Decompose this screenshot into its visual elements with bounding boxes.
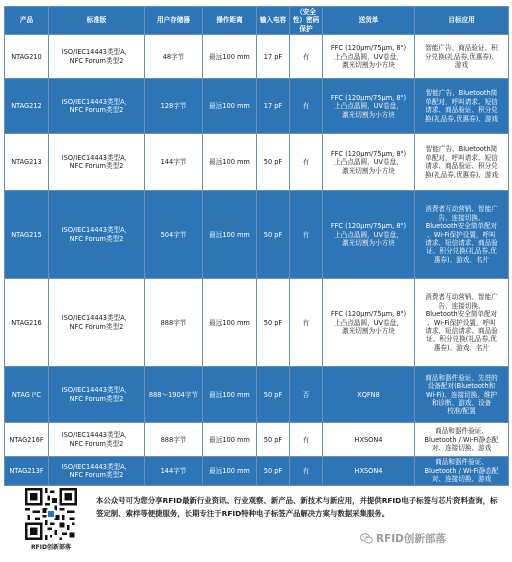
cell-input-capacitance: 50 pF — [257, 279, 290, 367]
cell-standard: ISO/IEC14443类型A， NFC Forum类型2 — [49, 35, 145, 79]
cell-password-protection: 有 — [290, 35, 323, 79]
cell-password-protection: 否 — [290, 367, 323, 423]
cell-input-capacitance: 50 pF — [257, 134, 290, 191]
table-row — [5, 191, 509, 279]
cell-password-protection: 有 — [290, 134, 323, 191]
watermark-text: RFID创新部落 — [376, 533, 446, 545]
header-operating-distance: 操作距离 — [203, 7, 257, 35]
cell-input-capacitance: 17 pF — [257, 79, 290, 134]
cell-user-memory: 888字节 — [145, 423, 203, 457]
cell-delivery: FFC (120μm/75μm, 8") 上凸点晶圆，UV卷盘， 激光切割为小方块 — [323, 79, 415, 134]
header-target-application: 目标应用 — [415, 7, 509, 35]
cell-target-application: 智能广告、Bluetooth简 单配对，呼叫请求、短信 请求、商品验证、积分兑 换(礼品券,优惠券)、游戏 — [415, 79, 509, 134]
cell-product: NTAG212 — [5, 79, 49, 134]
cell-standard: ISO/IEC14443类型A， NFC Forum类型2 — [49, 134, 145, 191]
ntag-spec-table — [4, 6, 509, 486]
cell-target-application: 商品和器件验证、 Bluetooth / Wi-Fi静态配 对、连接切换、游戏 — [415, 457, 509, 485]
cell-operating-distance: 最远100 mm — [203, 457, 257, 485]
cell-delivery: HXSON4 — [323, 457, 415, 485]
table-row — [5, 457, 509, 485]
cell-operating-distance: 最远100 mm — [203, 35, 257, 79]
cell-password-protection: 有 — [290, 457, 323, 485]
cell-input-capacitance: 50 pF — [257, 191, 290, 279]
cell-delivery: HXSON4 — [323, 423, 415, 457]
table-body — [5, 35, 509, 485]
cell-standard: ISO/IEC14443类型A， NFC Forum类型2 — [49, 191, 145, 279]
cell-input-capacitance: 50 pF — [257, 423, 290, 457]
cell-password-protection: 有 — [290, 191, 323, 279]
cell-standard: ISO/IEC14443类型A， NFC Forum类型2 — [49, 457, 145, 485]
cell-product: NTAG213 — [5, 134, 49, 191]
account-description: 本公众号可为您分享RFID最新行业资讯、行业观察、新产品、新技术与新应用，并提供RFID电子标签与芯片资料查询，标签定制、索样等便捷服务，长期专注于RFID特种电子标签产品解决方案与数据采集服务。 — [96, 496, 498, 518]
cell-user-memory: 128字节 — [145, 79, 203, 134]
cell-standard: ISO/IEC14443类型A， NFC Forum类型2 — [49, 279, 145, 367]
cell-user-memory: 504字节 — [145, 191, 203, 279]
cell-delivery: FFC (120μm/75μm, 8") 上凸点晶圆，UV卷盘， 激光切割为小方块 — [323, 191, 415, 279]
header-standard: 标准版 — [49, 7, 145, 35]
table-row — [5, 134, 509, 191]
watermark — [360, 531, 446, 546]
cell-user-memory: 144字节 — [145, 134, 203, 191]
cell-operating-distance: 最远100 mm — [203, 191, 257, 279]
cell-target-application: 消费者互动营销、智能广 告、连接切换、 Bluetooth安全简单配对 、Wi-Fi保护设置，呼叫 请求、短信请求、商品验 证、积分兑换(礼品券,优 惠券)、游戏、名片 — [415, 191, 509, 279]
cell-standard: ISO/IEC14443类型A， NFC Forum类型2 — [49, 367, 145, 423]
cell-delivery: FFC (120μm/75μm, 8") 上凸点晶圆，UV卷盘， 激光切割为小方块 — [323, 279, 415, 367]
cell-operating-distance: 最远100 mm — [203, 423, 257, 457]
header-user-memory: 用户存储器 — [145, 7, 203, 35]
qr-code-icon — [25, 488, 77, 540]
cell-password-protection: 有 — [290, 279, 323, 367]
table-header-row — [5, 7, 509, 35]
cell-user-memory: 144字节 — [145, 457, 203, 485]
cell-password-protection: 有 — [290, 79, 323, 134]
cell-input-capacitance: 17 pF — [257, 35, 290, 79]
header-input-capacitance: 输入电容 — [257, 7, 290, 35]
header-delivery: 送货单 — [323, 7, 415, 35]
table-row — [5, 79, 509, 134]
cell-operating-distance: 最远100 mm — [203, 367, 257, 423]
table-row — [5, 367, 509, 423]
cell-target-application: 商品和器件验证、 Bluetooth / Wi-Fi静态配 对、连接切换、游戏 — [415, 423, 509, 457]
cell-input-capacitance: 50 pF — [257, 367, 290, 423]
cell-product: NTAG216F — [5, 423, 49, 457]
cell-user-memory: 888字节 — [145, 279, 203, 367]
cell-product: NTAG210 — [5, 35, 49, 79]
cell-target-application: 商品和器件验证、先进的 设备配对(Bluetooth和 Wi-Fi)、连接切换、维护 和诊断、游戏、设备 校准/配置 — [415, 367, 509, 423]
cell-standard: ISO/IEC14443类型A， NFC Forum类型2 — [49, 423, 145, 457]
header-password-protection: （安全性）密码保护 — [290, 7, 323, 35]
cell-delivery: FFC (120μm/75μm, 8") 上凸点晶圆，UV卷盘， 激光切割为小方块 — [323, 134, 415, 191]
cell-password-protection: 有 — [290, 423, 323, 457]
cell-standard: ISO/IEC14443类型A， NFC Forum类型2 — [49, 79, 145, 134]
qr-label: RFID创新部落 — [31, 544, 71, 551]
cell-operating-distance: 最远100 mm — [203, 279, 257, 367]
cell-operating-distance: 最远100 mm — [203, 79, 257, 134]
table-row — [5, 35, 509, 79]
cell-target-application: 智能广告、Bluetooth简 单配对，呼叫请求、短信 请求、商品验证、积分兑 换(礼品券,优惠券)、游戏 — [415, 134, 509, 191]
wechat-icon — [360, 533, 373, 544]
header-product: 产品 — [5, 7, 49, 35]
cell-user-memory: 48字节 — [145, 35, 203, 79]
cell-delivery: XQFN8 — [323, 367, 415, 423]
cell-target-application: 消费者互动营销、智能广 告、连接切换、 Bluetooth安全简单配对 、Wi-Fi保护设置，呼叫 请求、短信请求、商品验 证、积分兑换(礼品券,优 惠券)、游戏、名片 — [415, 279, 509, 367]
cell-operating-distance: 最远100 mm — [203, 134, 257, 191]
cell-user-memory: 888～1904字节 — [145, 367, 203, 423]
cell-product: NTAG213F — [5, 457, 49, 485]
cell-product: NTAG I²C — [5, 367, 49, 423]
cell-input-capacitance: 50 pF — [257, 457, 290, 485]
footer — [0, 482, 512, 562]
cell-target-application: 智能广告、商品验证、积 分兑换(礼品券,优惠券)、 游戏 — [415, 35, 509, 79]
table-row — [5, 279, 509, 367]
table-row — [5, 423, 509, 457]
cell-product: NTAG215 — [5, 191, 49, 279]
cell-product: NTAG216 — [5, 279, 49, 367]
cell-delivery: FFC (120μm/75μm, 8") 上凸点晶圆，UV卷盘， 激光切割为小方块 — [323, 35, 415, 79]
